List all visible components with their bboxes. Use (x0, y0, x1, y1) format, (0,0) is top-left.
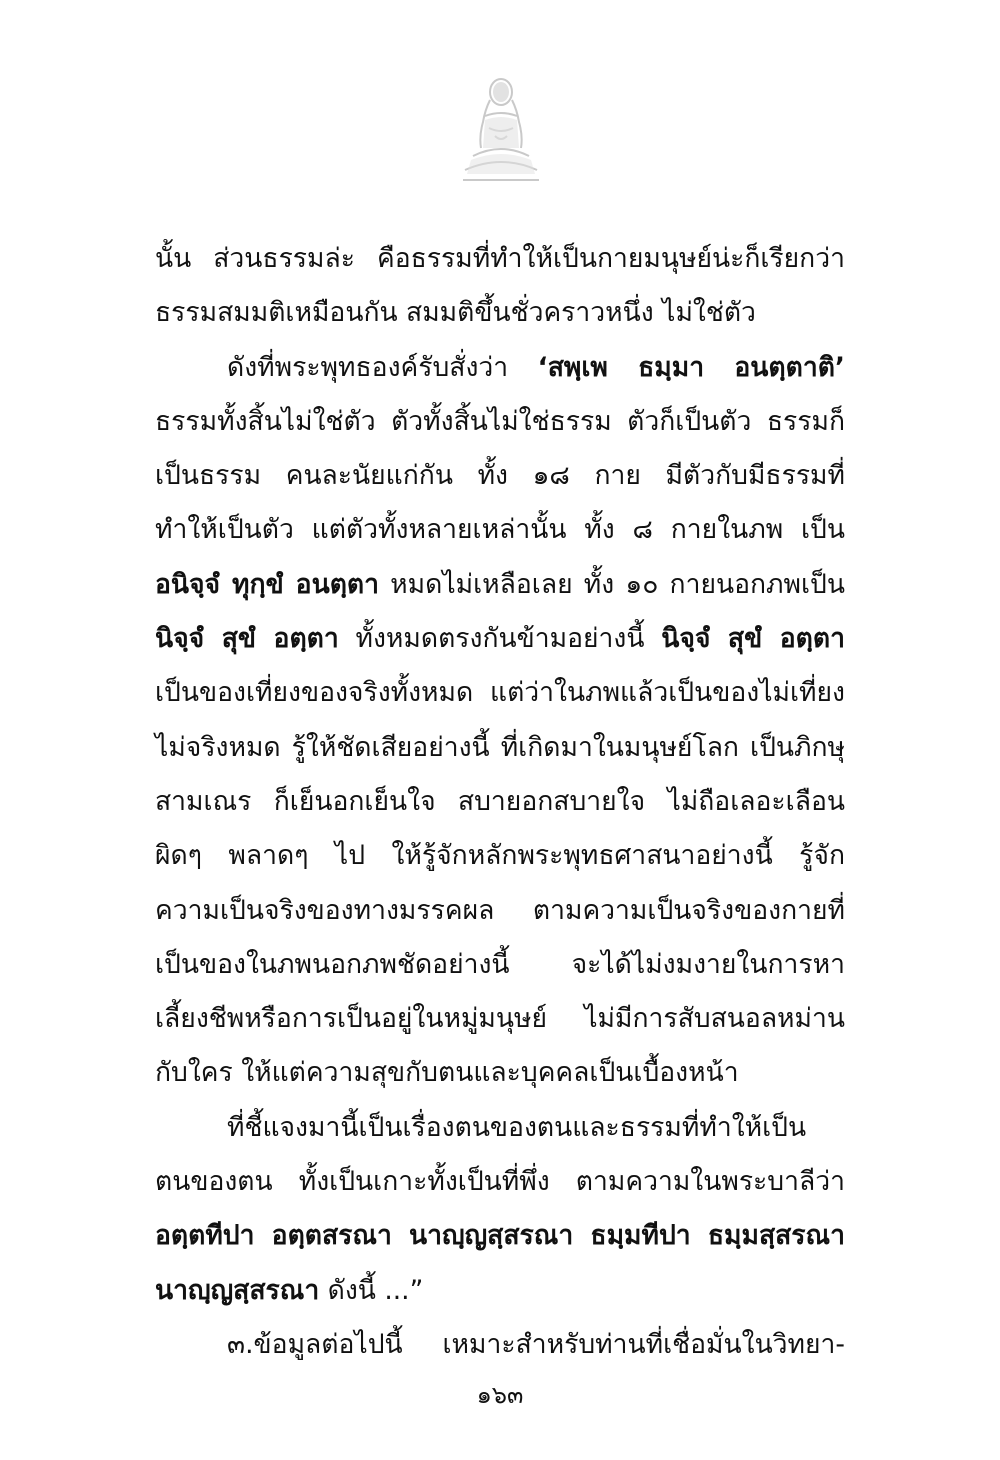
text-run: ผิดๆ พลาดๆ ไป ให้รู้จักหลักพระพุทธศาสนาอย่างนี้ รู้จัก (155, 840, 845, 872)
text-run: ธรรมทั้งสิ้นไม่ใช่ตัว ตัวทั้งสิ้นไม่ใช่ธรรม ตัวก็เป็นตัว ธรรมก็ (155, 405, 845, 437)
text-run: หมดไม่เหลือเลย ทั้ง ๑๐ กายนอกภพเป็น (379, 568, 845, 600)
bold-pali-phrase: นาญฺญสฺสรณา (155, 1274, 320, 1306)
seated-monk-emblem-icon (455, 70, 547, 186)
text-run: ตนของตน ทั้งเป็นเกาะทั้งเป็นที่พึ่ง ตามความในพระบาลีว่า (155, 1166, 845, 1198)
body-text (155, 232, 845, 1372)
text-run: สามเณร ก็เย็นอกเย็นใจ สบายอกสบายใจ ไม่ถือเลอะเลือน (155, 785, 845, 817)
text-line (155, 938, 845, 992)
bold-pali-phrase: นิจฺจํ สุขํ อตฺตา (155, 623, 339, 655)
page-number: ๑๖๓ (476, 1381, 524, 1409)
text-run: ที่ชี้แจงมานี้เป็นเรื่องตนของตนและธรรมที่ทำให้เป็น (227, 1111, 807, 1143)
text-run: นั้น ส่วนธรรมล่ะ คือธรรมที่ทำให้เป็นกายมนุษย์น่ะก็เรียกว่า (155, 243, 845, 274)
text-line (155, 884, 845, 938)
text-line (155, 503, 845, 557)
text-run: เป็นธรรม คนละนัยแก่กัน ทั้ง ๑๘ กาย มีตัวกับมีธรรมที่ (155, 460, 845, 492)
text-run: ไม่จริงหมด รู้ให้ชัดเสียอย่างนี้ ที่เกิดมาในมนุษย์โลก เป็นภิกษุ (155, 731, 845, 763)
text-line (155, 1155, 845, 1209)
text-line (155, 1046, 845, 1100)
text-run: เลี้ยงชีพหรือการเป็นอยู่ในหมู่มนุษย์ ไม่มีการสับสนอลหม่าน (155, 1003, 845, 1035)
text-line (155, 449, 845, 503)
text-line (155, 829, 845, 883)
text-run: ๓.ข้อมูลต่อไปนี้ เหมาะสำหรับท่านที่เชื่อมั่นในวิทยา- (227, 1328, 845, 1360)
text-line (155, 666, 845, 720)
text-run: ทำให้เป็นตัว แต่ตัวทั้งหลายเหล่านั้น ทั้ง ๘ กายในภพ เป็น (155, 514, 845, 546)
text-run: ดังนี้ ...” (319, 1274, 424, 1306)
text-line (155, 775, 845, 829)
text-line (155, 992, 845, 1046)
text-run: ความเป็นจริงของทางมรรคผล ตามความเป็นจริงของกายที่ (155, 894, 845, 926)
text-line (155, 1264, 845, 1318)
text-line (155, 558, 845, 612)
text-line (155, 1209, 845, 1263)
text-line (155, 286, 845, 340)
bold-pali-phrase: นิจฺจํ สุขํ อตฺตา (661, 623, 845, 655)
bold-pali-phrase: อนิจฺจํ ทุกฺขํ อนตฺตา (155, 568, 379, 600)
text-run: กับใคร ให้แต่ความสุขกับตนและบุคคลเป็นเบื้องหน้า (155, 1057, 739, 1089)
text-run: ธรรมสมมติเหมือนกัน สมมติขึ้นชั่วคราวหนึ่ง ไม่ใช่ตัว (155, 297, 756, 329)
text-run: ดังที่พระพุทธองค์รับสั่งว่า (227, 351, 538, 383)
text-line (155, 341, 845, 395)
text-line (155, 232, 845, 286)
bold-pali-phrase: อตฺตทีปา อตฺตสรณา นาญฺญสฺสรณา ธมฺมทีปา ธมฺมสฺสรณา (155, 1220, 845, 1252)
text-line (155, 1318, 845, 1372)
text-line (155, 612, 845, 666)
text-run: เป็นของเที่ยงของจริงทั้งหมด แต่ว่าในภพแล้วเป็นของไม่เที่ยง (155, 677, 845, 709)
text-run: ทั้งหมดตรงกันข้ามอย่างนี้ (338, 623, 662, 655)
text-line (155, 721, 845, 775)
bold-pali-phrase: ‘สพฺเพ ธมฺมา อนตฺตาติ’ (537, 351, 845, 383)
text-run: เป็นของในภพนอกภพชัดอย่างนี้ จะได้ไม่งมงายในการหา (155, 948, 845, 980)
text-line (155, 395, 845, 449)
text-line (155, 1101, 845, 1155)
